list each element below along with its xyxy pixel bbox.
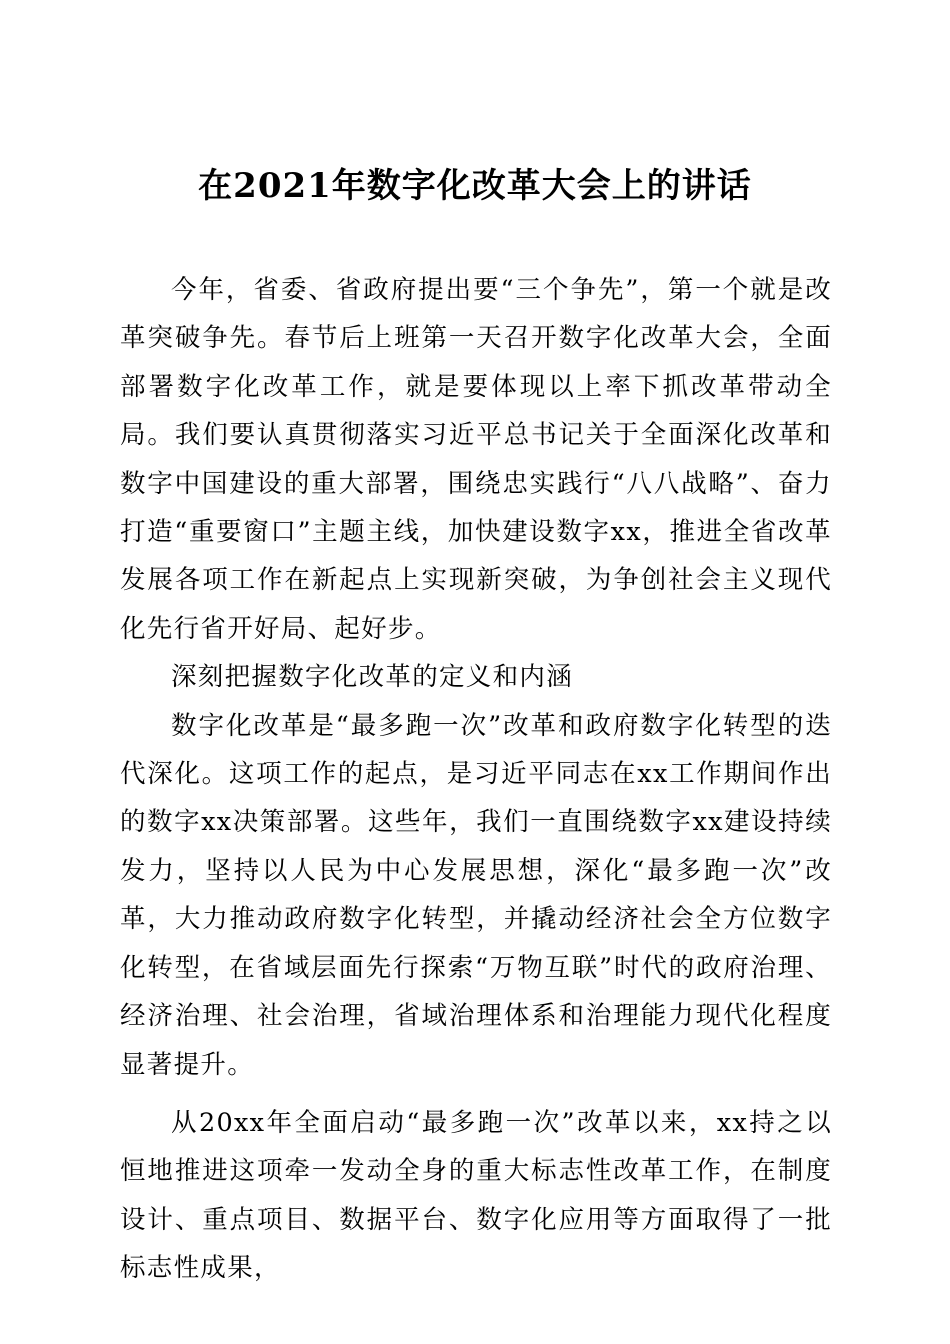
document-body	[120, 266, 832, 1293]
paragraph-definition: 数字化改革是“最多跑一次”改革和政府数字化转型的迭代深化。这项工作的起点，是习近平同志在xx工作期间作出的数字xx决策部署。这些年，我们一直围绕数字xx建设持续发力，坚持以人民为中心发展思想，深化“最多跑一次”改革，大力推动政府数字化转型，并撬动经济社会全方位数字化转型，在省域层面先行探索“万物互联”时代的政府治理、经济治理、社会治理，省域治理体系和治理能力现代化程度显著提升。	[120, 710, 832, 1080]
paragraph-progress: 从20xx年全面启动“最多跑一次”改革以来，xx持之以恒地推进这项牵一发动全身的重大标志性改革工作，在制度设计、重点项目、数据平台、数字化应用等方面取得了一批标志性成果，	[120, 1107, 832, 1284]
paragraph-section-heading: 深刻把握数字化改革的定义和内涵	[171, 662, 574, 693]
document-title: 在2021年数字化改革大会上的讲话	[198, 166, 752, 206]
paragraph-intro: 今年，省委、省政府提出要“三个争先”，第一个就是改革突破争先。春节后上班第一天召开数字化改革大会，全面部署数字化改革工作，就是要体现以上率下抓改革带动全局。我们要认真贯彻落实习近平总书记关于全面深化改革和数字中国建设的重大部署，围绕忠实践行“八八战略”、奋力打造“重要窗口”主题主线，加快建设数字xx，推进全省改革发展各项工作在新起点上实现新突破，为争创社会主义现代化先行省开好局、起好步。	[120, 275, 832, 644]
